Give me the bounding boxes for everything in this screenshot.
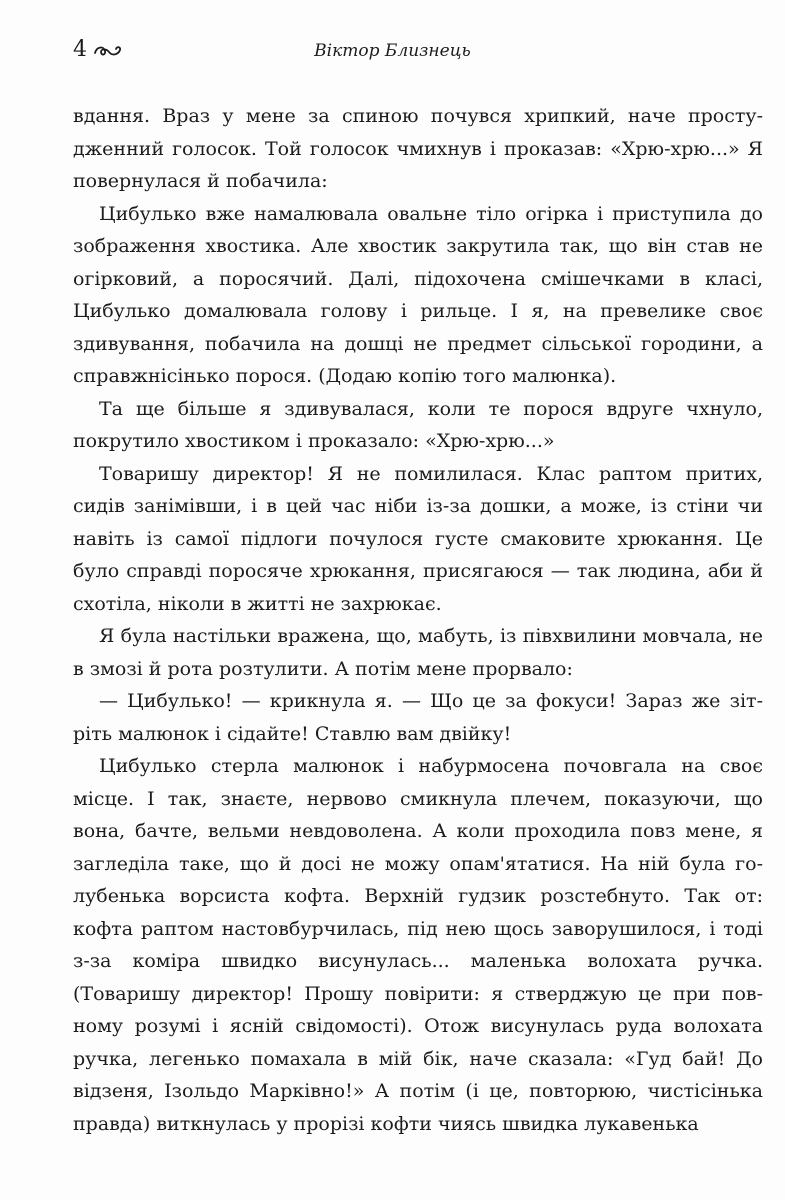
paragraph: — Цибулько! — крикнула я. — Що це за фокуси! Зараз же зіт-ріть малюнок і сідайте! Ставлю вам двійку!: [73, 690, 763, 745]
paragraph: Та ще більше я здивувалася, коли те порося вдруге чхнуло, покрутило хвостиком і проказало: «Хрю-хрю...»: [73, 397, 763, 452]
body-text: [73, 100, 763, 1140]
page-header: [73, 36, 712, 66]
paragraph: Я була настільки вражена, що, мабуть, із півхвилини мовчала, не в змозі й рота розтулити. А потім мене прорвало:: [73, 625, 763, 680]
running-head: Віктор Близнець: [314, 41, 471, 61]
paragraph: вдання. Враз у мене за спиною почувся хрипкий, наче просту-дженний голосок. Той голосок чмихнув і проказав: «Хрю-хрю...» Я повернулася й побачила:: [73, 105, 763, 192]
paragraph: Товаришу директор! Я не помилилася. Клас раптом притих, сидів занімівши, і в цей час ніби із-за дошки, а може, із стіни чи навіть із самої підлоги почулося густе смаковите хрюкання. Це було справді поросяче хрюкання, присягаюся — так людина, аби й схотіла, ніколи в житті не захрюкає.: [73, 462, 763, 615]
paragraph: Цибулько вже намалювала овальне тіло огірка і приступила до зображення хвостика. Але хвостик закрутила так, що він став не огірковий, а поросячий. Далі, підохочена смішечками в класі, Цибулько домалювала голову і рильце. І я, на превелике своє здивування, побачила на дошці не предмет сільської городини, а справжнісінько порося. (Додаю копію того малюнка).: [73, 202, 763, 387]
paragraph: Цибулько стерла малюнок і набурмосена почовгала на своє місце. І так, знаєте, нервово смикнула плечем, показуючи, що вона, бачте, вельми невдоволена. А коли проходила повз мене, я загледіла таке, що й досі не можу опам'ятатися. На ній була го-лубенька ворсиста кофта. Верхній гудзик розстебнуто. Так от: кофта раптом настовбурчилась, під нею щось заворушилося, і тоді з-за коміра швидко висунулась... маленька волохата ручка. (Товаришу директор! Прошу повірити: я стверджую це при пов-ному розумі і ясній свідомості). Отож висунулась руда волохата ручка, легенько помахала в мій бік, наче сказала: «Гуд бай! До відзеня, Ізольдо Марківно!» А потім (і це, повторюю, чистісінька правда) виткнулась у прорізі кофти чиясь швидка лукавенька: [73, 755, 763, 1135]
page-number: 4: [73, 37, 87, 62]
